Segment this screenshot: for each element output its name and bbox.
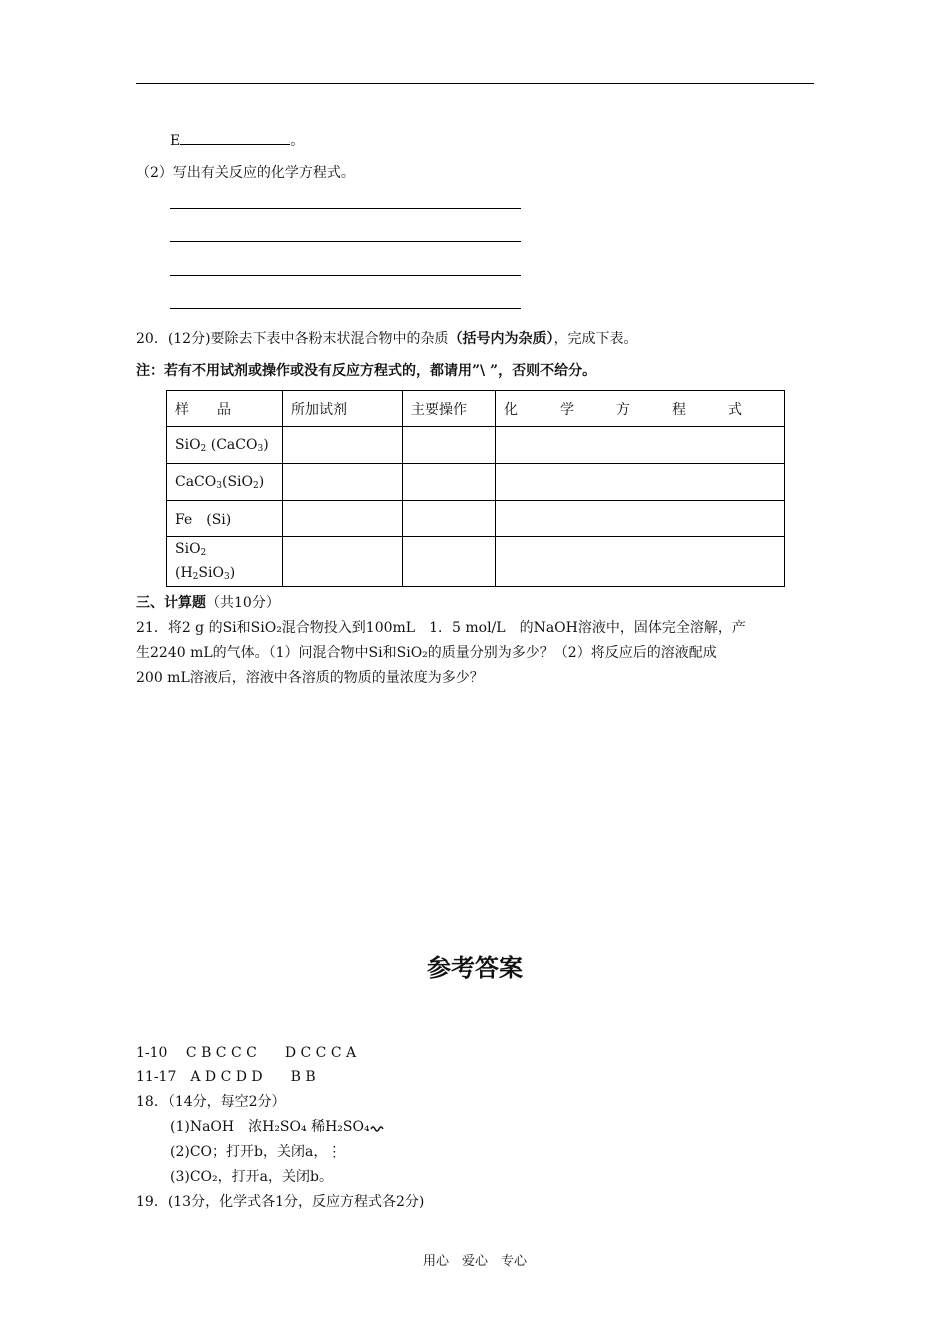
sample-sub: 3 — [223, 571, 230, 582]
answers-line-4 — [170, 1116, 384, 1136]
table-row — [167, 501, 785, 537]
equation-cell — [496, 464, 785, 501]
sample-text: ) — [229, 564, 236, 581]
equation-cell — [496, 427, 785, 464]
sample-text: SiO — [175, 540, 201, 557]
answers-line-3: 18．（14分，每空2分） — [136, 1094, 286, 1110]
reagent-cell — [283, 501, 403, 537]
page-footer: 用心 爱心 专心 — [422, 1254, 527, 1269]
operation-cell — [403, 427, 496, 464]
squiggle-icon — [370, 1122, 384, 1132]
operation-cell — [403, 501, 496, 537]
sample-text: SiO — [198, 564, 224, 581]
answer-line-4 — [170, 308, 521, 309]
answer-line-1 — [170, 208, 521, 209]
header-rule — [136, 83, 814, 84]
sample-sub: 2 — [253, 481, 259, 491]
equation-cell — [496, 537, 785, 587]
q19-part2: （2）写出有关反应的化学方程式。 — [136, 165, 355, 181]
q21-line1: 21．将2 g 的Si和SiO₂混合物投入到100mL 1．5 mol/L 的NaOH溶液中，固体完全溶解，产 — [136, 620, 746, 636]
sample-text: Fe (Si) — [175, 511, 232, 528]
answers-line-2: 11-17 A D C D D B B — [136, 1069, 316, 1085]
reagent-cell — [283, 427, 403, 464]
q20-intro-text: 20．(12分)要除去下表中各粉末状混合物中的杂质 — [136, 331, 449, 347]
sample-cell — [167, 501, 283, 537]
sample-text: (CaCO — [206, 437, 258, 453]
q20-table — [166, 390, 785, 587]
reagent-cell — [283, 464, 403, 501]
sample-text: SiO — [175, 437, 201, 453]
q19-e-label: E — [170, 133, 181, 149]
operation-cell — [403, 537, 496, 587]
sample-text: (H — [175, 564, 193, 581]
q21-line3: 200 mL溶液后，溶液中各溶质的物质的量浓度为多少？ — [136, 670, 484, 686]
reagent-cell — [283, 537, 403, 587]
answers-title: 参考答案 — [427, 953, 523, 982]
header-equation: 化 学 方 程 式 — [496, 391, 785, 427]
sample-sub: 2 — [200, 444, 207, 454]
section3-title-rest: （共10分） — [206, 595, 280, 611]
section3-title-bold: 三、计算题 — [136, 595, 206, 611]
q19-e-line — [170, 130, 304, 150]
q19-e-end: 。 — [290, 133, 305, 149]
sample-text: (SiO — [221, 474, 253, 490]
answers-line-1: 1-10 C B C C C D C C C A — [136, 1045, 357, 1061]
equation-cell — [496, 501, 785, 537]
answers-line-6: (3)CO₂，打开a，关闭b。 — [170, 1169, 333, 1185]
header-operation: 主要操作 — [403, 391, 496, 427]
sample-text: CaCO — [175, 474, 217, 490]
table-row — [167, 427, 785, 464]
operation-cell — [403, 464, 496, 501]
sample-text: ) — [258, 474, 265, 490]
header-sample: 样 品 — [167, 391, 283, 427]
q20-intro-bold: （括号内为杂质） — [448, 331, 554, 347]
sample-sub: 3 — [216, 481, 222, 491]
answer-line-3 — [170, 275, 521, 276]
answers-line-7: 19．(13分，化学式各1分，反应方程式各2分) — [136, 1194, 425, 1210]
sample-sub: 3 — [257, 444, 264, 454]
q20-note: 注：若有不用试剂或操作或没有反应方程式的，都请用”\ ”，否则不给分。 — [136, 363, 597, 379]
q19-e-blank — [180, 130, 290, 145]
table-header-row — [167, 391, 785, 427]
table-row — [167, 464, 785, 501]
q20-intro-end: ，完成下表。 — [553, 331, 638, 347]
sample-cell — [167, 427, 283, 464]
sample-cell — [167, 537, 283, 587]
answer-line-2 — [170, 241, 521, 242]
q20-intro — [136, 328, 638, 348]
answers-line-5: (2)CO；打开b，关闭a，⋮ — [170, 1144, 342, 1160]
section3-title — [136, 592, 280, 612]
answers-line-4-text: (1)NaOH 浓H₂SO₄ 稀H₂SO₄ — [170, 1119, 370, 1135]
q21-line2: 生2240 mL的气体。（1）问混合物中Si和SiO₂的质量分别为多少？（2）将反应后的溶液配成 — [136, 645, 717, 661]
sample-sub: 2 — [200, 547, 207, 558]
sample-text: ) — [263, 437, 269, 453]
sample-sub: 2 — [192, 571, 199, 582]
header-reagent: 所加试剂 — [283, 391, 403, 427]
sample-cell — [167, 464, 283, 501]
table-row — [167, 537, 785, 587]
